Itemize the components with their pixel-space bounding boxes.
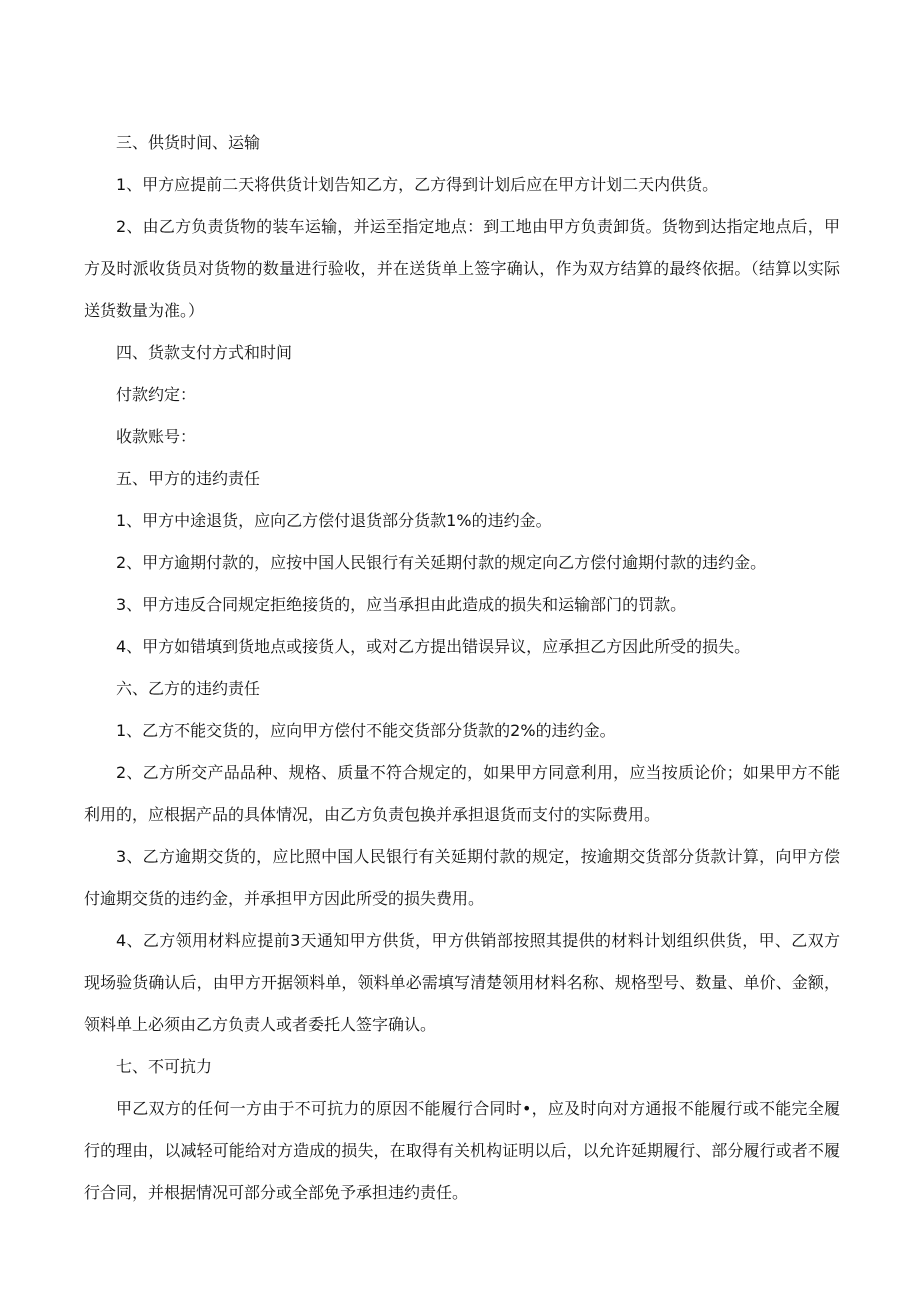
document-page: [84, 122, 840, 1214]
clause-5-4: 4、甲方如错填到货地点或接货人，或对乙方提出错误异议，应承担乙方因此所受的损失。: [116, 637, 751, 656]
clause-3-1: 1、甲方应提前二天将供货计划告知乙方，乙方得到计划后应在甲方计划二天内供货。: [116, 175, 719, 194]
section-heading-party-a-liability: 五、甲方的违约责任: [116, 469, 261, 488]
clause-7-body: 甲乙双方的任何一方由于不可抗力的原因不能履行合同时•，应及时向对方通报不能履行或不能完全履行的理由，以减轻可能给对方造成的损失，在取得有关机构证明以后，以允许延期履行、部分履行或者不履行合同，并根据情况可部分或全部免予承担违约责任。: [84, 1099, 840, 1202]
clause-6-4: 4、乙方领用材料应提前3天通知甲方供货，甲方供销部按照其提供的材料计划组织供货，甲、乙双方现场验货确认后，由甲方开据领料单，领料单必需填写清楚领用材料名称、规格型号、数量、单价、金额，领料单上必须由乙方负责人或者委托人签字确认。: [84, 931, 840, 1034]
clause-6-1: 1、乙方不能交货的，应向甲方偿付不能交货部分货款的2%的违约金。: [116, 721, 616, 740]
clause-5-3: 3、甲方违反合同规定拒绝接货的，应当承担由此造成的损失和运输部门的罚款。: [116, 595, 687, 614]
clause-3-2: 2、由乙方负责货物的装车运输，并运至指定地点：到工地由甲方负责卸货。货物到达指定地点后，甲方及时派收货员对货物的数量进行验收，并在送货单上签字确认，作为双方结算的最终依据。（结算以实际送货数量为准。）: [84, 217, 840, 320]
section-heading-payment: 四、货款支付方式和时间: [116, 343, 293, 362]
section-heading-party-b-liability: 六、乙方的违约责任: [116, 679, 261, 698]
payment-account-label: 收款账号：: [116, 427, 197, 446]
clause-6-3: 3、乙方逾期交货的，应比照中国人民银行有关延期付款的规定，按逾期交货部分货款计算，向甲方偿付逾期交货的违约金，并承担甲方因此所受的损失费用。: [84, 847, 840, 908]
section-heading-supply-time: 三、供货时间、运输: [116, 133, 261, 152]
section-heading-force-majeure: 七、不可抗力: [116, 1057, 213, 1076]
clause-5-1: 1、甲方中途退货，应向乙方偿付退货部分货款1%的违约金。: [116, 511, 552, 530]
clause-5-2: 2、甲方逾期付款的，应按中国人民银行有关延期付款的规定向乙方偿付逾期付款的违约金。: [116, 553, 767, 572]
clause-6-2: 2、乙方所交产品品种、规格、质量不符合规定的，如果甲方同意利用，应当按质论价；如果甲方不能利用的，应根据产品的具体情况，由乙方负责包换并承担退货而支付的实际费用。: [84, 763, 840, 824]
payment-terms-label: 付款约定：: [116, 385, 197, 404]
